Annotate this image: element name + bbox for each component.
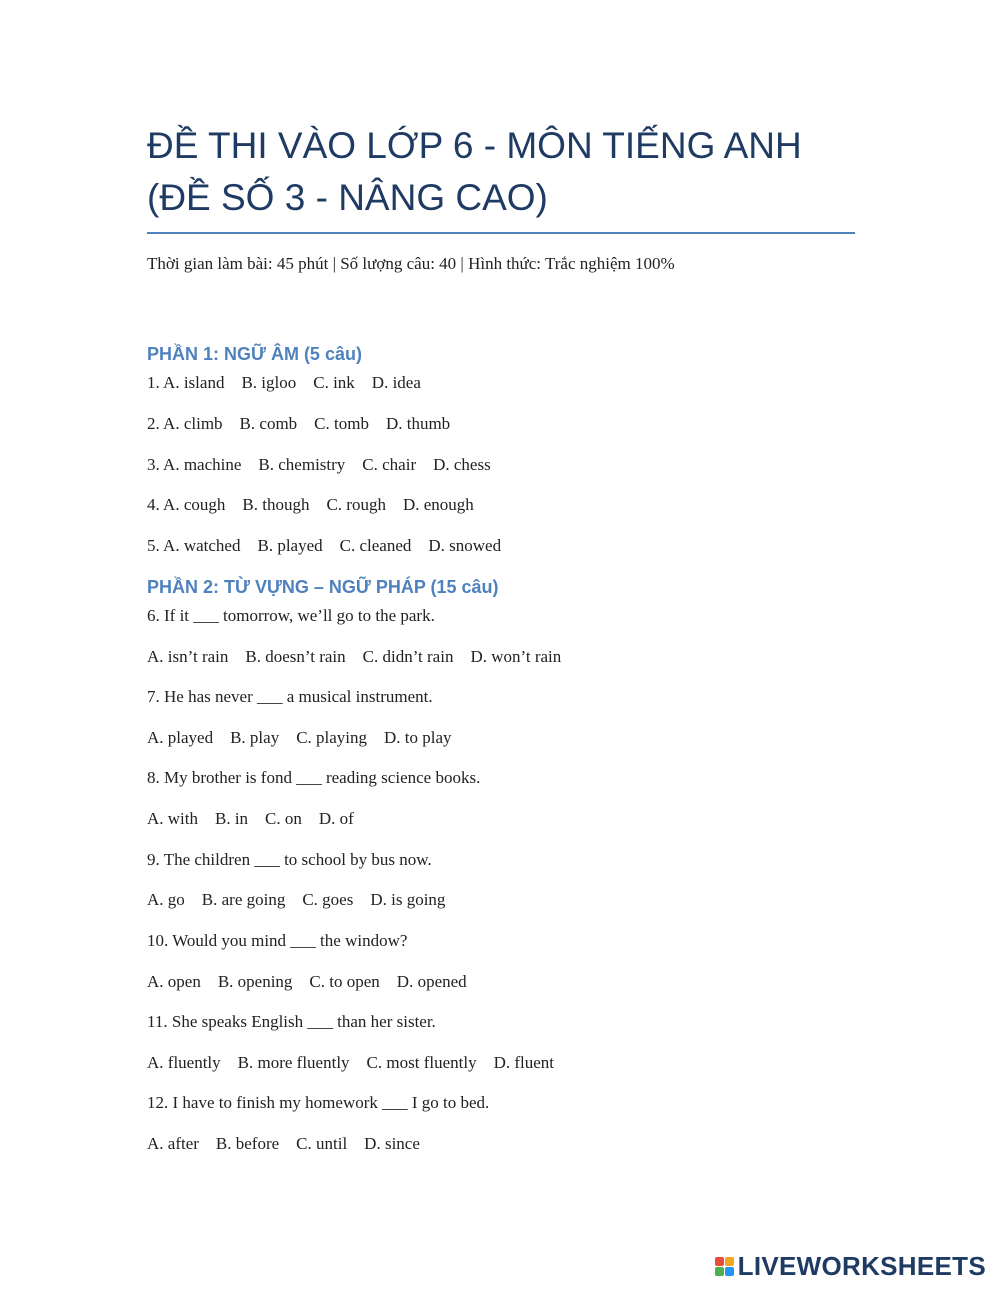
question-line: 9. The children ___ to school by bus now. — [147, 850, 432, 869]
options-line: A. after B. before C. until D. since — [147, 1134, 420, 1153]
liveworksheets-logo[interactable] — [715, 1251, 986, 1282]
logo-square — [715, 1257, 724, 1266]
question-line: 2. A. climb B. comb C. tomb D. thumb — [147, 414, 451, 433]
options-line: A. open B. opening C. to open D. opened — [147, 972, 467, 991]
section-2-heading: PHẦN 2: TỪ VỰNG – NGỮ PHÁP (15 câu) — [147, 577, 499, 597]
title-line-2: (ĐỀ SỐ 3 - NÂNG CAO) — [147, 177, 548, 218]
logo-text: LIVEWORKSHEETS — [737, 1251, 986, 1281]
question-line: 7. He has never ___ a musical instrument. — [147, 687, 433, 706]
logo-square — [715, 1267, 724, 1276]
section-1-heading: PHẦN 1: NGỮ ÂM (5 câu) — [147, 344, 362, 364]
logo-square — [725, 1257, 734, 1266]
question-line: 8. My brother is fond ___ reading science books. — [147, 768, 481, 787]
exam-info: Thời gian làm bài: 45 phút | Số lượng câu: 40 | Hình thức: Trắc nghiệm 100% — [147, 254, 675, 273]
logo-badge-icon — [715, 1257, 734, 1276]
question-line: 6. If it ___ tomorrow, we’ll go to the park. — [147, 606, 435, 625]
question-line: 10. Would you mind ___ the window? — [147, 931, 408, 950]
page-title — [147, 120, 855, 234]
options-line: A. with B. in C. on D. of — [147, 809, 354, 828]
question-line: 3. A. machine B. chemistry C. chair D. chess — [147, 455, 491, 474]
options-line: A. go B. are going C. goes D. is going — [147, 890, 446, 909]
question-line: 12. I have to finish my homework ___ I go to bed. — [147, 1093, 490, 1112]
options-line: A. isn’t rain B. doesn’t rain C. didn’t rain D. won’t rain — [147, 647, 562, 666]
options-line: A. played B. play C. playing D. to play — [147, 728, 452, 747]
logo-square — [725, 1267, 734, 1276]
options-line: A. fluently B. more fluently C. most fluently D. fluent — [147, 1053, 555, 1072]
title-line-1: ĐỀ THI VÀO LỚP 6 - MÔN TIẾNG ANH — [147, 125, 802, 166]
question-line: 11. She speaks English ___ than her sister. — [147, 1012, 436, 1031]
question-line: 5. A. watched B. played C. cleaned D. snowed — [147, 536, 502, 555]
question-line: 1. A. island B. igloo C. ink D. idea — [147, 373, 421, 392]
question-line: 4. A. cough B. though C. rough D. enough — [147, 495, 474, 514]
